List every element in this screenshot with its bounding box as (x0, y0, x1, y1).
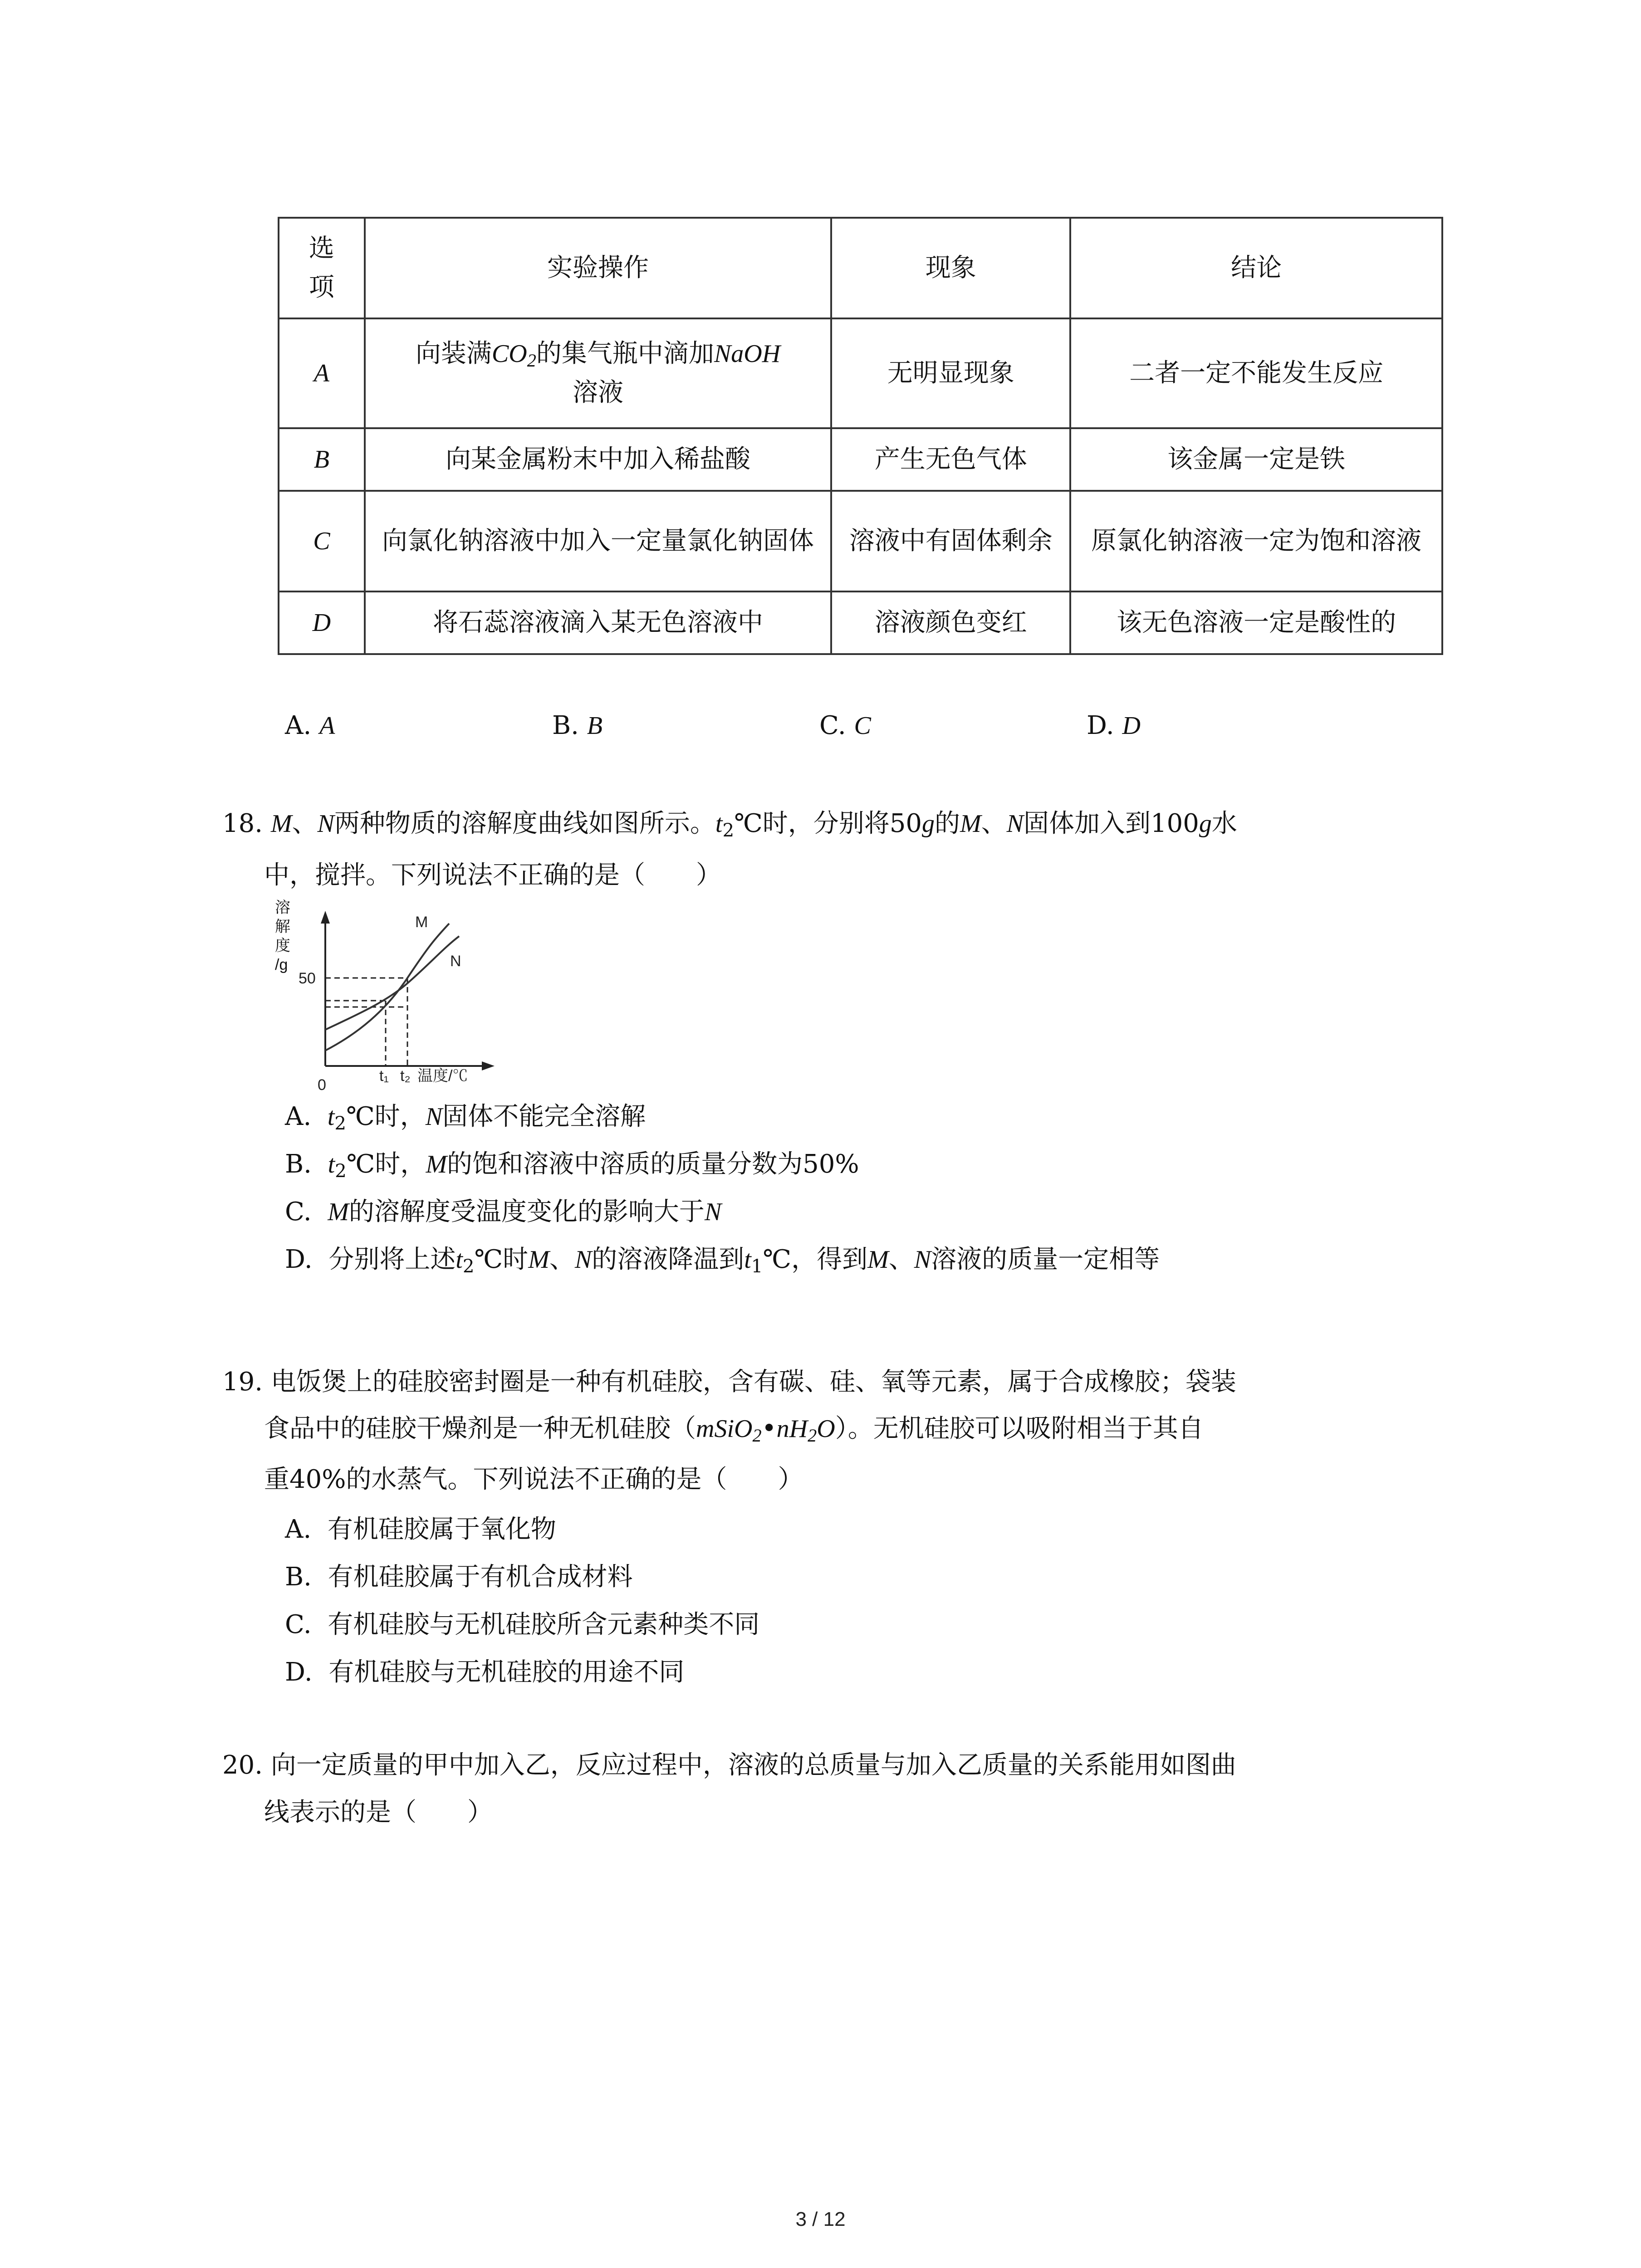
q19-option-a[interactable]: A. 有机硅胶属于氧化物 (285, 1515, 556, 1544)
q17-choice-d[interactable]: D. D (1087, 711, 1141, 740)
header-operation: 实验操作 (365, 218, 831, 318)
graph-curve-m (325, 924, 449, 1051)
q19-option-b[interactable]: B. 有机硅胶属于有机合成材料 (285, 1562, 633, 1592)
row-option: A (279, 318, 365, 428)
q18-number: 18. (222, 809, 263, 838)
q19-number: 19. (222, 1367, 263, 1397)
graph-ytick-50: 50 (299, 970, 316, 987)
q17-choice-c[interactable]: C. C (819, 711, 871, 740)
q20-stem-line2: 线表示的是（ ） (264, 1798, 493, 1827)
q18-option-a[interactable]: A. $t_2℃$时，N固体不能完全溶解 (285, 1102, 646, 1134)
graph-curve-n (325, 936, 459, 1030)
q19-stem-line2: 食品中的硅胶干燥剂是一种无机硅胶$(mSiO_2•nH_2O)$。无机硅胶可以吸附相当于其自 (264, 1414, 1204, 1446)
row-conclusion: 二者一定不能发生反应 (1070, 318, 1442, 428)
q20-number: 20. (222, 1750, 263, 1780)
table-row (279, 491, 1442, 591)
row-conclusion: 原氯化钠溶液一定为饱和溶液 (1070, 491, 1442, 591)
header-option: 选 项 (279, 218, 365, 318)
q17-choice-a[interactable]: A. A (285, 711, 335, 740)
row-operation: 向某金属粉末中加入稀盐酸 (365, 428, 831, 491)
q18-option-b[interactable]: B. $t_2℃$时，M的饱和溶液中溶质的质量分数为50% (285, 1149, 859, 1182)
row-phenomenon: 溶液颜色变红 (831, 591, 1070, 654)
row-operation: 向装满$CO_2$的集气瓶中滴加NaOH 溶液 (365, 318, 831, 428)
q18-stem-line1: 18. M、N两种物质的溶解度曲线如图所示。$t_2℃$时，分别将50g的M、N固体加入到100g水 (222, 809, 1237, 841)
graph-label-n: N (450, 953, 461, 970)
row-option: C (279, 491, 365, 591)
solubility-graph (272, 897, 526, 1097)
row-phenomenon: 产生无色气体 (831, 428, 1070, 491)
q20-stem-line1: 20. 向一定质量的甲中加入乙，反应过程中，溶液的总质量与加入乙质量的关系能用如图曲 (222, 1750, 1236, 1780)
header-phenomenon: 现象 (831, 218, 1070, 318)
row-operation: 向氯化钠溶液中加入一定量氯化钠固体 (365, 491, 831, 591)
row-option: D (279, 591, 365, 654)
header-conclusion: 结论 (1070, 218, 1442, 318)
row-conclusion: 该金属一定是铁 (1070, 428, 1442, 491)
graph-xlabel: 温度/℃ (417, 1067, 468, 1085)
graph-ylabel: 溶 解 度 /g (275, 898, 298, 974)
row-option: B (279, 428, 365, 491)
graph-xtick-t2: t₂ (400, 1067, 411, 1085)
graph-y-arrow (321, 911, 330, 924)
row-phenomenon: 溶液中有固体剩余 (831, 491, 1070, 591)
table-row (279, 591, 1442, 654)
row-conclusion: 该无色溶液一定是酸性的 (1070, 591, 1442, 654)
q18-option-d[interactable]: D. 分别将上述$t_2℃$时M、N的溶液降温到$t_1℃$，得到M、N溶液的质量一定相等 (285, 1245, 1160, 1277)
graph-label-m: M (415, 914, 428, 931)
table-row (279, 318, 1442, 428)
graph-x-arrow (482, 1061, 495, 1070)
table-row (279, 428, 1442, 491)
q18-option-c[interactable]: C. M的溶解度受温度变化的影响大于N (285, 1197, 722, 1227)
q17-choice-b[interactable]: B. B (552, 711, 603, 740)
q19-stem-line3: 重40%的水蒸气。下列说法不正确的是（ ） (264, 1465, 803, 1494)
graph-xtick-t1: t₁ (379, 1067, 389, 1085)
page-number: 3 / 12 (795, 2208, 846, 2230)
graph-origin: 0 (318, 1076, 326, 1094)
q19-option-c[interactable]: C. 有机硅胶与无机硅胶所含元素种类不同 (285, 1610, 760, 1639)
q19-option-d[interactable]: D. 有机硅胶与无机硅胶的用途不同 (285, 1657, 685, 1687)
table-header-row (279, 218, 1442, 318)
experiment-table (278, 217, 1443, 655)
row-operation: 将石蕊溶液滴入某无色溶液中 (365, 591, 831, 654)
q18-stem-line2: 中，搅拌。下列说法不正确的是（ ） (264, 860, 721, 890)
q19-stem-line1: 19. 电饭煲上的硅胶密封圈是一种有机硅胶，含有碳、硅、氧等元素，属于合成橡胶；袋装 (222, 1367, 1236, 1397)
row-phenomenon: 无明显现象 (831, 318, 1070, 428)
